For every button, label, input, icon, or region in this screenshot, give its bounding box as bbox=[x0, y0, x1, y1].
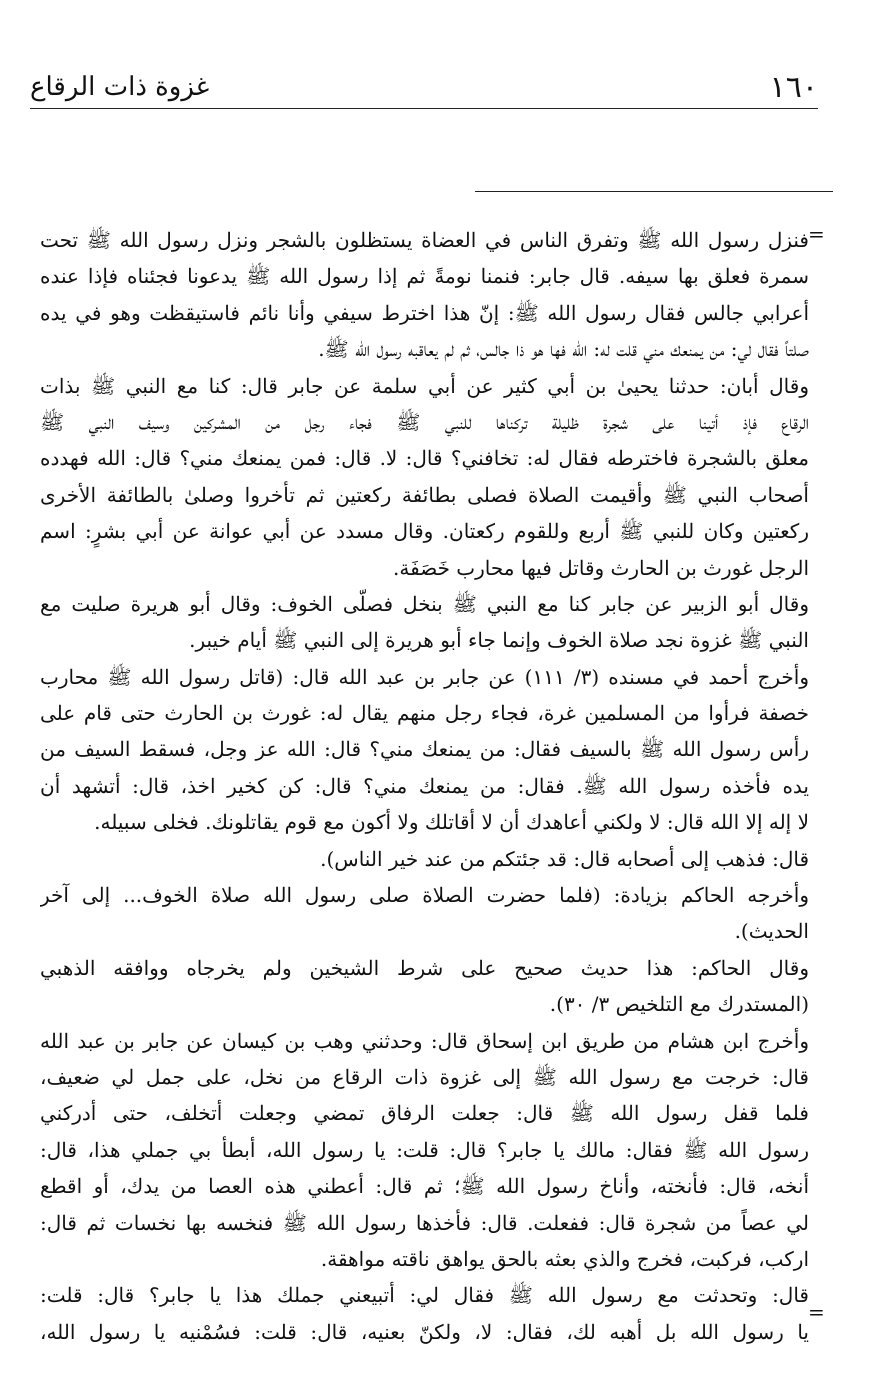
continuation-mark-bottom: = bbox=[808, 1300, 825, 1324]
footnote-line: فلما قفل رسول الله ﷺ قال: جعلت الرفاق تمضي وجعلت أتخلف، حتى أدركني bbox=[40, 1101, 809, 1126]
footnote-line: وقال الحاكم: هذا حديث صحيح على شرط الشيخين ولم يخرجاه ووافقه الذهبي bbox=[40, 955, 809, 980]
footnote-line: قال: خرجت مع رسول الله ﷺ إلى غزوة ذات الرقاع من نخل، على جمل لي ضعيف، bbox=[40, 1064, 809, 1089]
footnote-line: يده فأخذه رسول الله ﷺ. فقال: من يمنعك مني؟ قال: كن كخير اخذ، قال: أتشهد أن bbox=[40, 773, 809, 798]
footnote-line: رأس رسول الله ﷺ بالسيف فقال: من يمنعك مني؟ قال: الله عز وجل، فسقط السيف من bbox=[40, 737, 809, 762]
footnote-line: خصفة فرأوا من المسلمين غرة، فجاء رجل منهم يقال له: غورث بن الحارث حتى قام على bbox=[40, 701, 809, 726]
footnote-line: الرقاع فإذ أتينا على شجرة ظليلة تركناها للنبي ﷺ فجاء رجل من المشركين وسيف النبي ﷺ bbox=[40, 409, 809, 434]
footnote-line: (المستدرك مع التلخيص ٣/ ٣٠). bbox=[549, 992, 809, 1017]
footnote-line: أعرابي جالس فقال رسول الله ﷺ: إنّ هذا اخترط سيفي وأنا نائم فاستيقظت وهو في يده bbox=[40, 300, 809, 325]
footnote-line: فنزل رسول الله ﷺ وتفرق الناس في العضاة يستظلون بالشجر ونزل رسول الله ﷺ تحت bbox=[40, 228, 809, 252]
footnote-line: وأخرج أحمد في مسنده (٣/ ١١١) عن جابر بن عبد الله قال: (قاتل رسول الله ﷺ محارب bbox=[40, 664, 809, 689]
footnote-line: وقال أبان: حدثنا يحيىٰ بن أبي كثير عن أبي سلمة عن جابر قال: كنا مع النبي ﷺ بذات bbox=[40, 373, 809, 398]
footnote-line: وقال أبو الزبير عن جابر كنا مع النبي ﷺ بنخل فصلّى الخوف: وقال أبو هريرة صليت مع bbox=[40, 591, 809, 616]
footnote-line: قال: فذهب إلى أصحابه قال: قد جئتكم من عند خير الناس). bbox=[320, 846, 809, 871]
footnote-line: صلتاً فقال لي: من يمنعك مني قلت له: الله فها هو ذا جالس، ثم لم يعاقبه رسول الله ﷺ. bbox=[318, 337, 809, 362]
footnote-line: يا رسول الله بل أهبه لك، فقال: لا، ولكنّ بعنيه، قال: قلت: فسُمْنيه يا رسول الله، bbox=[40, 1319, 809, 1344]
page-header bbox=[30, 66, 818, 109]
continuation-mark-top: = bbox=[808, 222, 825, 246]
footnote-line: الرجل غورث بن الحارث وقاتل فيها محارب خَصَفَة. bbox=[393, 555, 809, 580]
footnote-line: قال: وتحدثت مع رسول الله ﷺ فقال لي: أتبيعني جملك هذا يا جابر؟ قال: قلت: bbox=[40, 1283, 809, 1308]
footnote-line: لا إله إلا الله قال: لا ولكني أعاهدك أن لا أقاتلك ولا أكون مع قوم يقاتلونك. فخلى سبيله. bbox=[94, 810, 809, 835]
footnote-line: الحديث). bbox=[734, 919, 809, 944]
footnote-line: معلق بالشجرة فاخترطه فقال له: تخافني؟ قال: لا. قال: فمن يمنعك مني؟ قال: الله فهدده bbox=[40, 446, 809, 471]
page-number: ١٦٠ bbox=[769, 70, 818, 105]
footnote-line: وأخرج ابن هشام من طريق ابن إسحاق قال: وحدثني وهب بن كيسان عن جابر بن عبد الله bbox=[40, 1028, 809, 1053]
footnote-separator bbox=[475, 191, 833, 192]
running-title: غزوة ذات الرقاع bbox=[30, 72, 210, 102]
footnote-line: ركعتين وكان للنبي ﷺ أربع وللقوم ركعتان. وقال مسدد عن أبي عوانة عن أبي بشرٍ: اسم bbox=[40, 519, 809, 544]
footnote-line: أنخه، قال: فأنخته، وأناخ رسول الله ﷺ؛ ثم قال: أعطني هذه العصا من يدك، أو اقطع bbox=[40, 1174, 809, 1199]
footnote-line: رسول الله ﷺ فقال: مالك يا جابر؟ قال: قلت: يا رسول الله، أبطأ بي جملي هذا، قال: bbox=[40, 1137, 809, 1162]
footnote-line: اركب، فركبت، فخرج والذي بعثه بالحق يواهق ناقته مواهقة. bbox=[320, 1246, 809, 1271]
footnote-line: لي عصاً من شجرة قال: ففعلت. قال: فأخذها رسول الله ﷺ فنخسه بها نخسات ثم قال: bbox=[40, 1210, 809, 1235]
footnote-body bbox=[40, 222, 809, 1350]
footnote-line: أصحاب النبي ﷺ وأقيمت الصلاة فصلى بطائفة ركعتين ثم تأخروا وصلىٰ بالطائفة الأخرى bbox=[40, 482, 809, 507]
footnote-line: وأخرجه الحاكم بزيادة: (فلما حضرت الصلاة صلى رسول الله صلاة الخوف... إلى آخر bbox=[40, 883, 809, 908]
footnote-line: النبي ﷺ غزوة نجد صلاة الخوف وإنما جاء أبو هريرة إلى النبي ﷺ أيام خيبر. bbox=[189, 628, 809, 653]
footnote-line: سمرة فعلق بها سيفه. قال جابر: فنمنا نومةً ثم إذا رسول الله ﷺ يدعونا فجئناه فإذا عنده bbox=[40, 264, 809, 289]
